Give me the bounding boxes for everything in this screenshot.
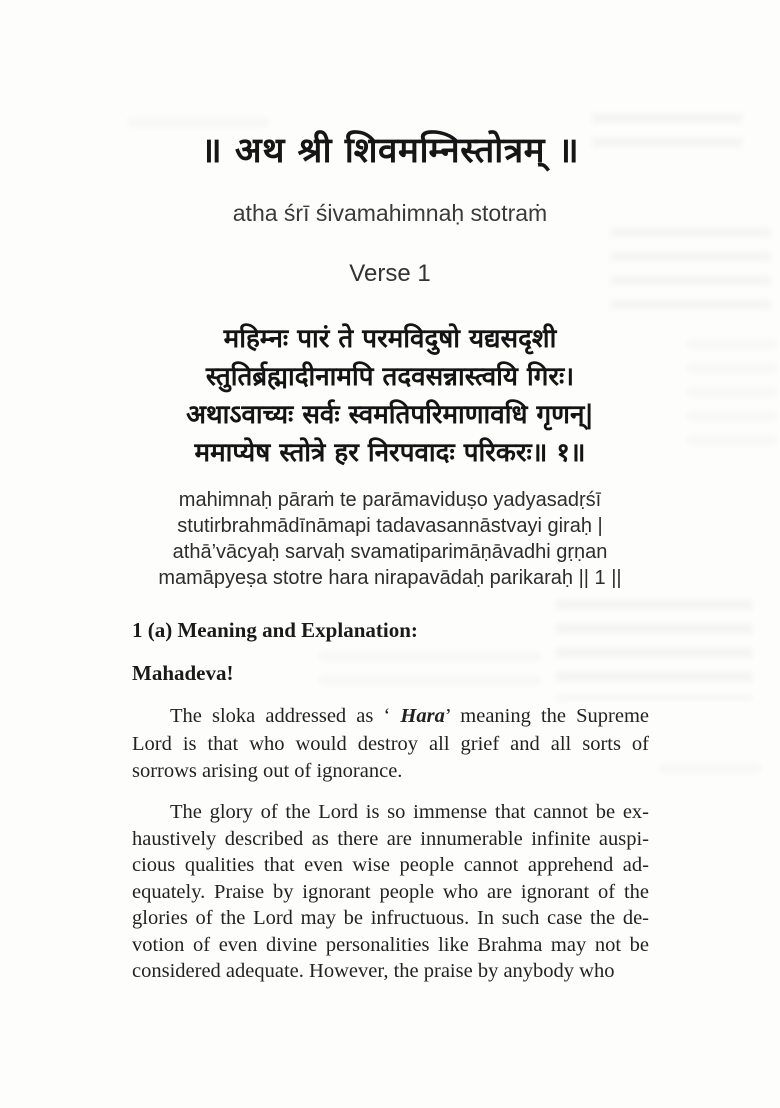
paragraph-1 [132,703,649,786]
verse-transliteration [0,487,780,591]
text-line: अथाऽवाच्यः सर्वः स्वमतिपरिमाणावधि गृणन्| [186,400,594,430]
text-line: स्तुतिर्ब्रह्मादीनामपि तदवसन्नास्त्वयि गिरः। [205,362,575,392]
text-line: haustively described as there are innumerable infinite auspi- [132,827,649,850]
paragraph-1-text: ’ meaning the Supreme [444,705,649,727]
verse-devanagari [0,320,780,472]
text-line: mamāpyeṣa stotre hara nirapavādaḥ parikaraḥ || 1 || [158,567,622,589]
text-line: glories of the Lord may be infructuous. In such case the de- [132,907,649,929]
text-line: considered adequate. However, the praise by anybody who [132,960,615,982]
text-line: stutirbrahmādīnāmapi tadavasannāstvayi giraḥ | [177,515,603,537]
paragraph-1-line-3: sorrows arising out of ignorance. [132,760,403,782]
stotram-title-devanagari: ॥ अथ श्री शिवमम्निस्तोत्रम् ॥ [200,131,580,171]
section-heading: 1 (a) Meaning and Explanation: [132,618,418,642]
paragraph-1-line-1 [132,703,649,731]
page-bleed-artifact [660,764,760,786]
paragraph-1-text: The sloka addressed as ‘ [170,705,401,727]
paragraph-1-line-2: Lord is that who would destroy all grief and all sorts of [132,732,649,755]
text-line: athā’vācyaḥ sarvaḥ svamatiparimāṇāvadhi gṛṇan [172,541,608,563]
text-line: महिम्नः पारं ते परमविदुषो यद्यसदृशी [223,324,557,354]
stotram-title-transliteration: atha śrī śivamahimnaḥ stotraṁ [232,200,548,226]
text-line: equately. Praise by ignorant people who are ignorant of the [132,880,649,903]
text-line: mahimnaḥ pāraṁ te parāmaviduṣo yadyasadṛśī [178,489,602,511]
text-line: votion of even divine personalities like Brahma may not be [132,933,649,956]
text-line: ममाप्येष स्तोत्रे हर निरपवादः परिकरः॥ १॥ [194,438,586,468]
text-line: cious qualities that even wise people cannot apprehend ad- [132,854,649,876]
hara-emphasis: Hara [400,705,445,727]
verse-number-label: Verse 1 [349,260,431,287]
paragraph-2 [132,799,649,985]
salutation: Mahadeva! [132,661,234,685]
text-line: The glory of the Lord is so immense that cannot be ex- [170,801,649,823]
